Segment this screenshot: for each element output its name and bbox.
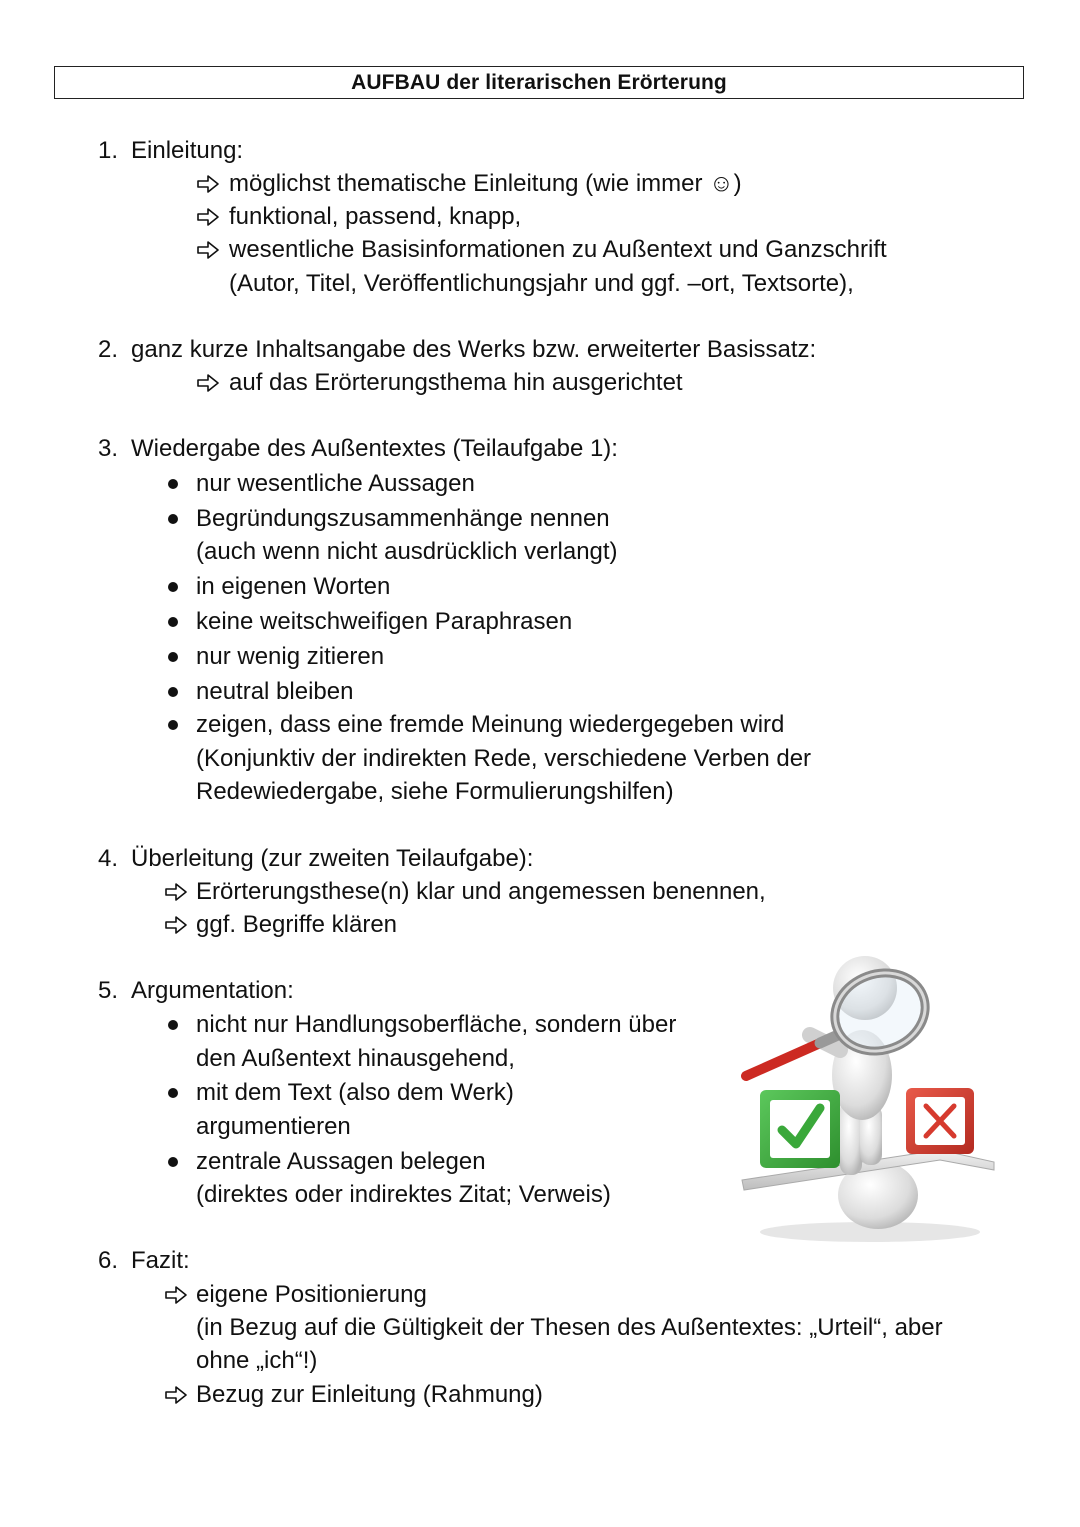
hollow-arrow-icon: [196, 205, 220, 229]
section-5-item-3: zentrale Aussagen belegen: [196, 1148, 486, 1175]
hollow-arrow-icon: [164, 913, 188, 937]
hollow-arrow-icon: [196, 238, 220, 262]
section-3-item-6: neutral bleiben: [196, 678, 354, 705]
section-5-number: 5.: [98, 977, 119, 1004]
bullet-dot: [168, 687, 178, 697]
page-title: [54, 66, 1024, 99]
section-3-number: 3.: [98, 435, 119, 462]
section-4-item-1: Erörterungsthese(n) klar und angemessen benennen,: [196, 878, 766, 905]
hollow-arrow-icon: [196, 371, 220, 395]
person-magnifier-checkbox-illustration: [740, 940, 1000, 1250]
section-5-item-1: nicht nur Handlungsoberfläche, sondern über: [196, 1011, 677, 1038]
bullet-dot: [168, 652, 178, 662]
section-1-number: 1.: [98, 137, 119, 164]
bullet-dot: [168, 617, 178, 627]
section-6-number: 6.: [98, 1247, 119, 1274]
bullet-dot: [168, 514, 178, 524]
section-5-item-2-cont: argumentieren: [196, 1113, 351, 1140]
section-5-heading: Argumentation:: [131, 977, 294, 1004]
section-3-item-3: in eigenen Worten: [196, 573, 391, 600]
section-3-item-1: nur wesentliche Aussagen: [196, 470, 475, 497]
section-4-item-2: ggf. Begriffe klären: [196, 911, 398, 938]
section-6-heading: Fazit:: [131, 1247, 190, 1274]
bullet-dot: [168, 1088, 178, 1098]
hollow-arrow-icon: [164, 880, 188, 904]
section-1-item-3-cont: (Autor, Titel, Veröffentlichungsjahr und ggf. –ort, Textsorte),: [229, 270, 854, 297]
hollow-arrow-icon: [164, 1383, 188, 1407]
section-2-heading: ganz kurze Inhaltsangabe des Werks bzw. erweiterter Basissatz:: [131, 336, 817, 363]
section-3-item-7-cont2: Redewiedergabe, siehe Formulierungshilfen): [196, 778, 674, 805]
hollow-arrow-icon: [164, 1283, 188, 1307]
bullet-dot: [168, 479, 178, 489]
section-1-heading: Einleitung:: [131, 137, 244, 164]
page-title-text: AUFBAU der literarischen Erörterung: [351, 70, 727, 94]
section-3-item-2: Begründungszusammenhänge nennen: [196, 505, 610, 532]
bullet-dot: [168, 1020, 178, 1030]
section-1-item-2: funktional, passend, knapp,: [229, 203, 522, 230]
section-2-number: 2.: [98, 336, 119, 363]
section-4-number: 4.: [98, 845, 119, 872]
section-3-item-4: keine weitschweifigen Paraphrasen: [196, 608, 573, 635]
section-1-item-1: möglichst thematische Einleitung (wie immer ☺): [229, 170, 742, 197]
section-5-item-2: mit dem Text (also dem Werk): [196, 1079, 514, 1106]
bullet-dot: [168, 720, 178, 730]
section-6-item-1-cont: (in Bezug auf die Gültigkeit der Thesen des Außentextes: „Urteil“, aber: [196, 1314, 943, 1341]
bullet-dot: [168, 1157, 178, 1167]
section-4-heading: Überleitung (zur zweiten Teilaufgabe):: [131, 845, 534, 872]
section-5-item-3-cont: (direktes oder indirektes Zitat; Verweis): [196, 1181, 611, 1208]
hollow-arrow-icon: [196, 172, 220, 196]
bullet-dot: [168, 582, 178, 592]
section-3-heading: Wiedergabe des Außentextes (Teilaufgabe 1):: [131, 435, 618, 462]
section-5-item-1-cont: den Außentext hinausgehend,: [196, 1045, 515, 1072]
section-3-item-5: nur wenig zitieren: [196, 643, 385, 670]
section-3-item-7-cont: (Konjunktiv der indirekten Rede, verschiedene Verben der: [196, 745, 812, 772]
section-1-item-3: wesentliche Basisinformationen zu Außentext und Ganzschrift: [229, 236, 887, 263]
section-6-item-1: eigene Positionierung: [196, 1281, 427, 1308]
section-2-item-1: auf das Erörterungsthema hin ausgerichtet: [229, 369, 683, 396]
section-6-item-2: Bezug zur Einleitung (Rahmung): [196, 1381, 543, 1408]
section-3-item-7: zeigen, dass eine fremde Meinung wiedergegeben wird: [196, 711, 785, 738]
section-3-item-2-cont: (auch wenn nicht ausdrücklich verlangt): [196, 538, 618, 565]
section-6-item-1-cont2: ohne „ich“!): [196, 1347, 318, 1374]
